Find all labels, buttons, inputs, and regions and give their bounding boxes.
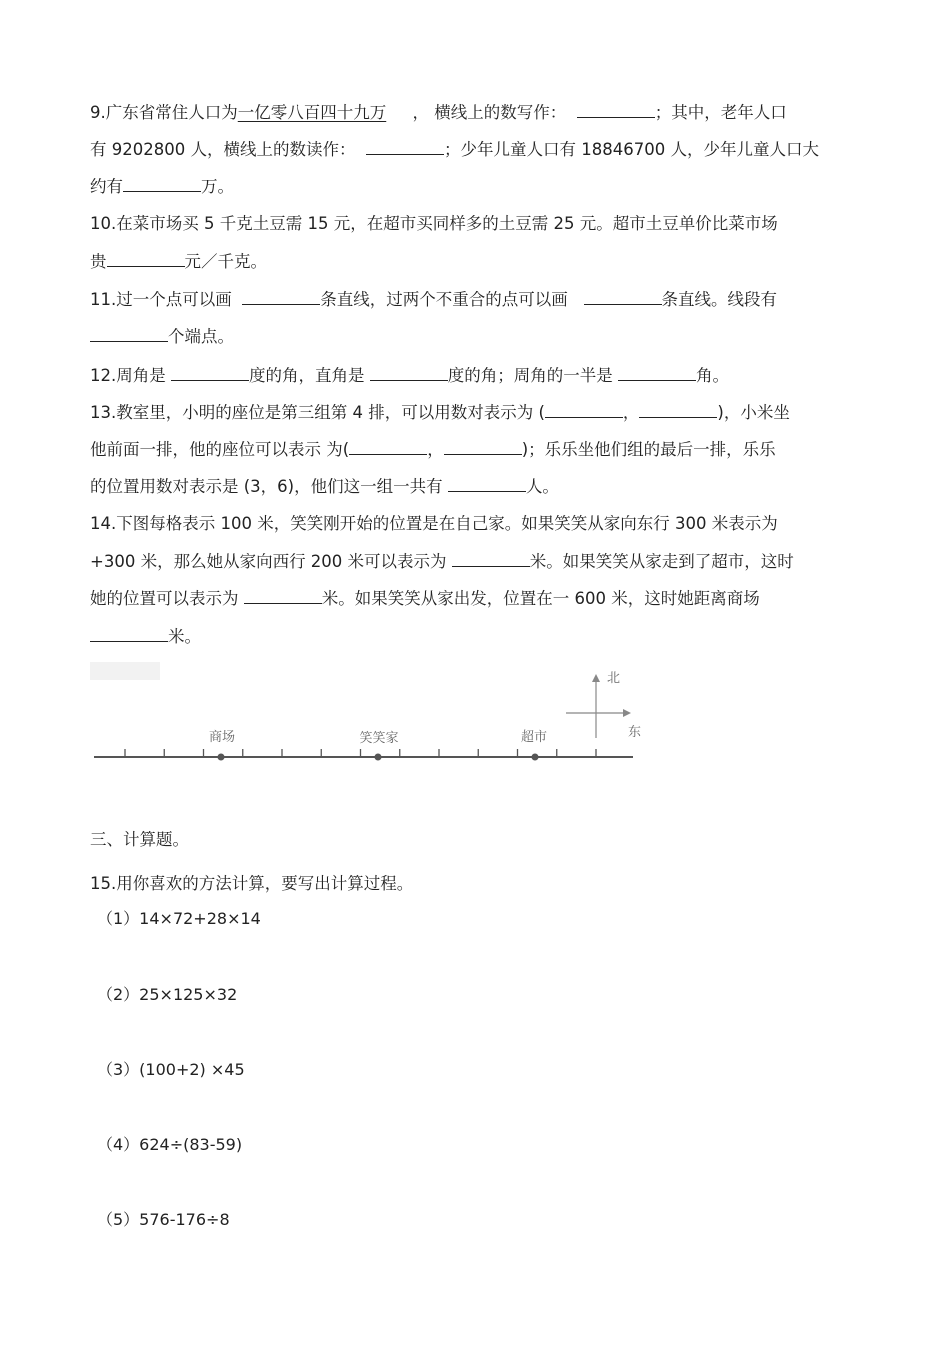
north-arrow-icon — [592, 674, 600, 682]
answer-blank[interactable] — [242, 289, 320, 305]
q14-line-2 — [90, 551, 794, 572]
q9-text: 有 9202800 人，横线上的数读作： — [90, 140, 356, 159]
q9-line-1 — [90, 102, 787, 123]
answer-blank[interactable] — [90, 626, 168, 642]
q13-text: ， — [622, 403, 640, 422]
q14-line-4 — [90, 626, 201, 647]
answer-blank[interactable] — [107, 251, 185, 267]
q12-text: 12.周角是 — [90, 366, 166, 385]
market-label: 超市 — [520, 730, 548, 745]
q9-text: ， 横线上的数写作： — [412, 103, 567, 122]
answer-blank[interactable] — [448, 476, 526, 492]
q9-text: ；少年儿童人口有 18846700 人，少年儿童人口大 — [443, 140, 819, 159]
q14-text: 米。如果笑笑从家走到了超市，这时 — [529, 552, 794, 571]
calc-item-5: （5）576-176÷8 — [97, 1210, 230, 1229]
calc-item-2: （2）25×125×32 — [97, 985, 238, 1004]
q13-line-3 — [90, 476, 559, 497]
answer-blank[interactable] — [366, 139, 444, 155]
answer-blank[interactable] — [370, 365, 448, 381]
number-line-figure — [88, 660, 648, 770]
q14-text: +300 米，那么她从家向西行 200 米可以表示为 — [90, 552, 447, 571]
q14-line-3 — [90, 588, 760, 609]
east-label: 东 — [628, 725, 642, 740]
answer-blank[interactable] — [452, 551, 530, 567]
q13-text: 13.教室里，小明的座位是第三组第 4 排，可以用数对表示为 ( — [90, 403, 545, 422]
q14-text: 米。如果笑笑从家出发，位置在一 600 米，这时她距离商场 — [321, 589, 760, 608]
answer-blank[interactable] — [349, 439, 427, 455]
mall-point — [218, 754, 225, 761]
q10-text: 元／千克。 — [184, 252, 267, 271]
q13-text: 的位置用数对表示是 (3，6)，他们这一组一共有 — [90, 477, 443, 496]
q13-text: ， — [427, 440, 444, 459]
answer-blank[interactable] — [171, 365, 249, 381]
q11-text: 条直线。线段有 — [661, 290, 777, 309]
market-point — [532, 754, 539, 761]
q13-line-2 — [90, 439, 776, 460]
q14-text: 她的位置可以表示为 — [90, 589, 239, 608]
answer-blank[interactable] — [584, 289, 662, 305]
q10-text: 贵 — [90, 252, 107, 271]
tick-marks — [125, 749, 596, 757]
q9-line-2 — [90, 139, 819, 160]
q14-line-1: 14.下图每格表示 100 米，笑笑刚开始的位置是在自己家。如果笑笑从家向东行 300 米表示为 — [90, 514, 778, 533]
q12-text: 角。 — [696, 366, 729, 385]
calc-item-1: （1）14×72+28×14 — [97, 909, 261, 928]
home-label: 笑笑家 — [359, 731, 399, 746]
q11-line-1 — [90, 289, 777, 310]
answer-blank[interactable] — [618, 365, 696, 381]
q9-line-3 — [90, 176, 234, 197]
east-arrow-icon — [623, 709, 631, 717]
q9-text: ；其中，老年人口 — [654, 103, 787, 122]
mall-label: 商场 — [208, 730, 236, 745]
calc-item-4: （4）624÷(83-59) — [97, 1135, 243, 1154]
q15-title: 15.用你喜欢的方法计算，要写出计算过程。 — [90, 874, 414, 893]
figure-smudge — [90, 662, 160, 680]
q9-text: 约有 — [90, 177, 123, 196]
q13-text: 他前面一排，他的座位可以表示 为( — [90, 440, 350, 459]
q10-line-2 — [90, 251, 267, 272]
q12-text: 度的角；周角的一半是 — [447, 366, 613, 385]
q14-text: 米。 — [168, 627, 201, 646]
q13-text: )，小米坐 — [717, 403, 790, 422]
q11-text: 条直线，过两个不重合的点可以画 — [320, 290, 568, 309]
q9-text: 9.广东省常住人口为 — [90, 103, 238, 122]
answer-blank[interactable] — [244, 588, 322, 604]
q9-underlined-number: 一亿零八百四十九万 — [237, 103, 387, 122]
q9-text: 万。 — [201, 177, 234, 196]
answer-blank[interactable] — [90, 326, 168, 342]
q13-text: )；乐乐坐他们组的最后一排，乐乐 — [521, 440, 776, 459]
q13-text: 人。 — [525, 477, 559, 496]
q12-line — [90, 365, 729, 386]
answer-blank[interactable] — [577, 102, 655, 118]
calc-item-3: （3）(100+2) ×45 — [97, 1060, 245, 1079]
answer-blank[interactable] — [123, 176, 201, 192]
answer-blank[interactable] — [444, 439, 522, 455]
q10-line-1: 10.在菜市场买 5 千克土豆需 15 元，在超市买同样多的土豆需 25 元。超市土豆单价比菜市场 — [90, 214, 778, 233]
q12-text: 度的角，直角是 — [249, 366, 365, 385]
north-label: 北 — [607, 671, 621, 686]
q13-line-1 — [90, 402, 790, 423]
q11-line-2 — [90, 326, 234, 347]
answer-blank[interactable] — [545, 402, 623, 418]
section-title: 三、计算题。 — [90, 830, 189, 849]
q11-text: 11.过一个点可以画 — [90, 290, 232, 309]
answer-blank[interactable] — [639, 402, 717, 418]
q11-text: 个端点。 — [168, 327, 234, 346]
home-point — [375, 754, 382, 761]
